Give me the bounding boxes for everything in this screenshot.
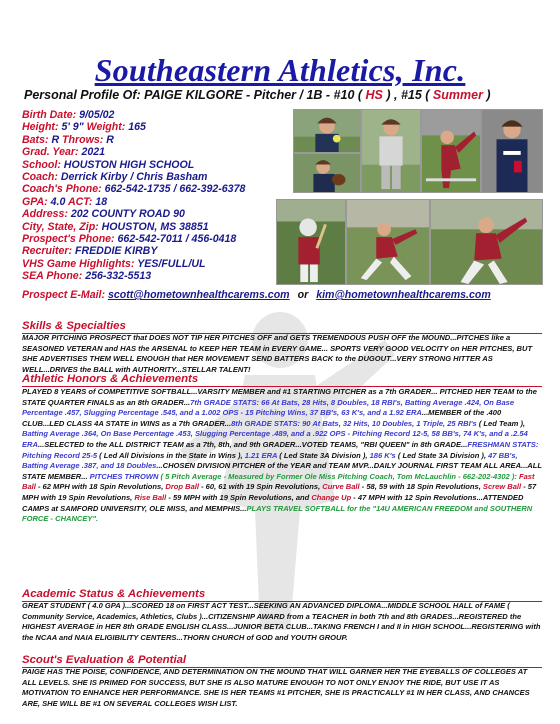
text-run: - 47 MPH with 12 Spin Revolutions...ATTENDED CAMPS at SAMFORD UNIVERSITY, OLE MISS, and MEMPHIS... [22, 492, 524, 513]
email-or: or [297, 289, 309, 301]
text-run: - 62 MPH with 18 Spin Revolutions, [35, 482, 166, 492]
section-heading-academic: Academic Status & Achievements [22, 588, 542, 602]
row-coach-phone [22, 183, 282, 195]
subtitle-mid: ) , #15 ( [382, 88, 433, 102]
value: 4.0 [50, 195, 66, 208]
value: R [51, 133, 60, 146]
section-body-skills: MAJOR PITCHING PROSPECT that DOES NOT TIP HER PITCHES OFF and GETS TREMENDOUS PUSH OFF the MOUND...PITCHES like a SEASONED VETERAN and HAS the ARSENAL to KEEP HER TEAM in EVERY GAME... SPORTS VERY GOOD VELOCITY on HER PITCHES, BUT SHE ADVERTISES THEM WELL ENOUGH that HER MOVEMENT SEND BATTERS BACK to the DUGOUT...VERY STRONG HITTER AS WELL...DRIVES the BALL with AUTHORITY...STELLAR TALENT! [22, 333, 533, 374]
subtitle-prefix: Personal Profile Of: PAIGE KILGORE - Pitcher / 1B - #10 ( [24, 88, 366, 102]
pitch-curve-ball: Curve Ball [322, 482, 360, 492]
label: ACT: [65, 195, 96, 208]
value: 5' 9" [61, 121, 84, 134]
text-run: ...SELECTED to the ALL DISTRICT TEAM as a 7th, 8th, and 9th GRADER...VOTED TEAMS, "RBI QUEEN" in 8th GRADE... [37, 439, 468, 449]
value: 662-542-1735 / 662-392-6378 [104, 183, 246, 196]
row-height-weight [22, 121, 282, 133]
row-grad-year [22, 146, 282, 158]
section-heading-athletic: Athletic Honors & Achievements [22, 373, 542, 387]
value: YES/FULL/UL [137, 257, 206, 270]
label: SEA Phone: [22, 270, 86, 283]
row-gpa-act [22, 196, 282, 208]
value: 662-542-7011 / 456-0418 [117, 233, 237, 246]
stats-strikeouts: 186 K's [369, 450, 396, 460]
pitch-screw-ball: Screw Ball [482, 482, 522, 492]
text-run: ...MEMBER of the .400 CLUB...LED CLASS 4A STATE in WINS as a 7th GRADER... [22, 408, 502, 428]
photo-pitching-stride [346, 199, 430, 285]
row-address [22, 208, 282, 220]
value: R [106, 133, 114, 146]
value: 165 [128, 121, 146, 134]
label: Height: [22, 121, 62, 134]
prospect-email-row [22, 289, 552, 301]
label: Birth Date: [22, 109, 80, 121]
profile-details [22, 109, 282, 283]
value: HOUSTON HIGH SCHOOL [63, 158, 195, 171]
value: HOUSTON, MS 38851 [101, 220, 209, 233]
photo-batting-helmet [276, 199, 346, 285]
photo-windup-motion [430, 199, 543, 285]
row-recruiter [22, 245, 282, 257]
value: 18 [95, 195, 108, 208]
pitch-fast-ball: Fast Ball [22, 471, 535, 492]
text-run: ( Led Team ), [476, 418, 526, 428]
subtitle-end: ) [482, 88, 491, 102]
text-run: PLAYED 8 YEARS of COMPETITIVE SOFTBALL...VARSITY MEMBER and #1 STARTING PITCHER as a 7th GRADER... PITCHED HER TEAM to the STATE QUARTER FINALS as an 8th GRADER... [22, 387, 537, 407]
text-run: ( Led State 3A Division ), [395, 450, 489, 460]
label: Bats: [22, 133, 52, 146]
label: Grad. Year: [22, 146, 82, 159]
label: Throws: [59, 133, 107, 146]
page-title: Southeastern Athletics, Inc. [94, 52, 466, 88]
row-birth-date [22, 109, 282, 121]
row-prospect-phone [22, 233, 282, 245]
travel-softball: PLAYS TRAVEL SOFTBALL for the "14U AMERICAN FREEDOM and SOUTHERN FORCE - CHANCEY". [22, 503, 533, 524]
section-body-scout: PAIGE HAS THE POISE, CONFIDENCE, AND DETERMINATION ON THE MOUND THAT WILL GARNER HER THE EYEBALLS OF COLLEGES AT ALL LEVELS. SHE IS PRIMED FOR SUCCESS, BUT SHE IS ALSO MATURE ENOUGH TO NOT ONLY ENJOY THE RIDE, BUT USE IT AS MOTIVATION TO ENHANCE HER PERFORMANCE. SHE IS HER TEAMS #1 PITCHER, SHE IS PRACTICALLY #1 IN HER CLASS, AND CHANCES ARE, SHE WILL BE #1 ON SEVERAL COLLEGES WISH LIST. [22, 667, 530, 708]
stats-freshman: FRESHMAN STATS: Pitching Record 25-5 [22, 439, 539, 460]
value: Derrick Kirby / Chris Basham [60, 171, 208, 184]
label: Prospect's Phone: [22, 233, 118, 246]
subtitle-hs: HS [365, 88, 383, 102]
row-school [22, 159, 282, 171]
label: Coach: [22, 171, 61, 184]
stats-8th-grade: 8th GRADE STATS: 90 At Bats, 32 Hits, 10 Doubles, 1 Triple, 25 RBI's [231, 418, 477, 428]
value: 9/05/02 [79, 109, 115, 121]
stats-batting: 47 BB's, Batting Average .387, and 18 Doubles [22, 450, 518, 471]
label: Recruiter: [22, 245, 75, 258]
photo-portrait-with-ball [293, 109, 361, 153]
label: Address: [22, 208, 71, 221]
text-run: - 57 MPH with 19 Spin Revolutions, [22, 482, 537, 502]
section-body-academic: GREAT STUDENT ( 4.0 GPA )...SCORED 18 on FIRST ACT TEST...SEEKING AN ADVANCED DIPLOMA...MIDDLE SCHOOL HALL of FAME ( Community Service, Academics, Athletics, Clubs )...CITIZENSHIP AWARD from a TEACHER in both 7th and 8th GRADES...REGISTERED the HIGHEST AVERAGE in HER 8th GRADE ENGLISH CLASS...JUNIOR BETA CLUB...TAKING FRENCH I and II in HIGH SCHOOL...REGISTERING with the NCAA and NAIA ELIGIBILITY CENTERS...THORN CHURCH of GOD and YOUTH GROUP. [22, 601, 541, 642]
label: Coach's Phone: [22, 183, 105, 196]
pitches-thrown-note: ( 5 Pitch Average - Measured by Former Ole Miss Pitching Coach, Tom McLauchlin - 662-202-4302 ): [158, 471, 519, 481]
pitch-drop-ball: Drop Ball [165, 482, 199, 492]
text-run: ( Led All Divisions in the State in Wins ), [97, 450, 245, 460]
label: GPA: [22, 195, 51, 208]
pitch-rise-ball: Rise Ball [134, 492, 167, 502]
photo-glove-pose [293, 153, 361, 193]
section-heading-skills: Skills & Specialties [22, 320, 542, 334]
row-vhs-highlights [22, 258, 282, 270]
email-link-1[interactable]: scott@hometownhealthcarems.com [107, 289, 290, 301]
text-run: ...CHOSEN DIVISION PITCHER of the YEAR and TEAM MVP...DAILY JOURNAL FIRST TEAM ALL AREA...ALL STATE MEMBER... [22, 461, 542, 481]
row-city-state-zip [22, 221, 282, 233]
pitches-thrown-label: PITCHES THROWN [89, 471, 159, 481]
stats-7th-grade: 7th GRADE STATS: 66 At Bats, 28 Hits, 8 Doubles, 18 RBI's, Batting Average .424, On Base Percentage .457, Slugging Percentage .545, and a 1.002 OPS - 15 Pitching Wins, 37 BB's, 63 K's, and a 1.92 ERA [22, 397, 515, 418]
label: City, State, Zip: [22, 220, 102, 233]
text-run: - 60, 61 with 19 Spin Revolutions, [198, 482, 323, 492]
text-run: - 58, 59 with 18 Spin Revolutions, [359, 482, 483, 492]
stats-era: 1.21 ERA [244, 450, 278, 460]
row-sea-phone [22, 270, 282, 282]
label: School: [22, 158, 64, 171]
pitch-change-up: Change Up [311, 492, 352, 502]
stats-8th-grade-pitching: Batting Average .364, On Base Percentage .453, Slugging Percentage .489, and a .922 OPS - Pitching Record 12-5, 58 BB's, 74 K's, and a .2.54 ERA [22, 429, 528, 449]
photo-pitching-motion [421, 109, 481, 193]
text-run: - 59 MPH with 19 Spin Revolutions, and [166, 492, 312, 502]
value: FREDDIE KIRBY [74, 245, 158, 258]
photo-team-jersey [481, 109, 543, 193]
email-label: Prospect E-Mail: [22, 289, 108, 301]
label: VHS Game Highlights: [22, 257, 138, 270]
row-bats-throws [22, 134, 282, 146]
email-link-2[interactable]: kim@hometownhealthcarems.com [316, 289, 491, 301]
value: 2021 [81, 146, 106, 159]
section-body-athletic [22, 387, 542, 525]
text-run: ( Led State 3A Division ), [277, 450, 370, 460]
subtitle-summer: Summer [432, 88, 483, 102]
row-coach [22, 171, 282, 183]
section-heading-scout: Scout's Evaluation & Potential [22, 654, 542, 668]
value: 256-332-5513 [85, 270, 152, 283]
label: Weight: [83, 121, 129, 134]
photo-standing-uniform [361, 109, 421, 193]
profile-subtitle [24, 88, 544, 102]
value: 202 COUNTY ROAD 90 [70, 208, 185, 221]
